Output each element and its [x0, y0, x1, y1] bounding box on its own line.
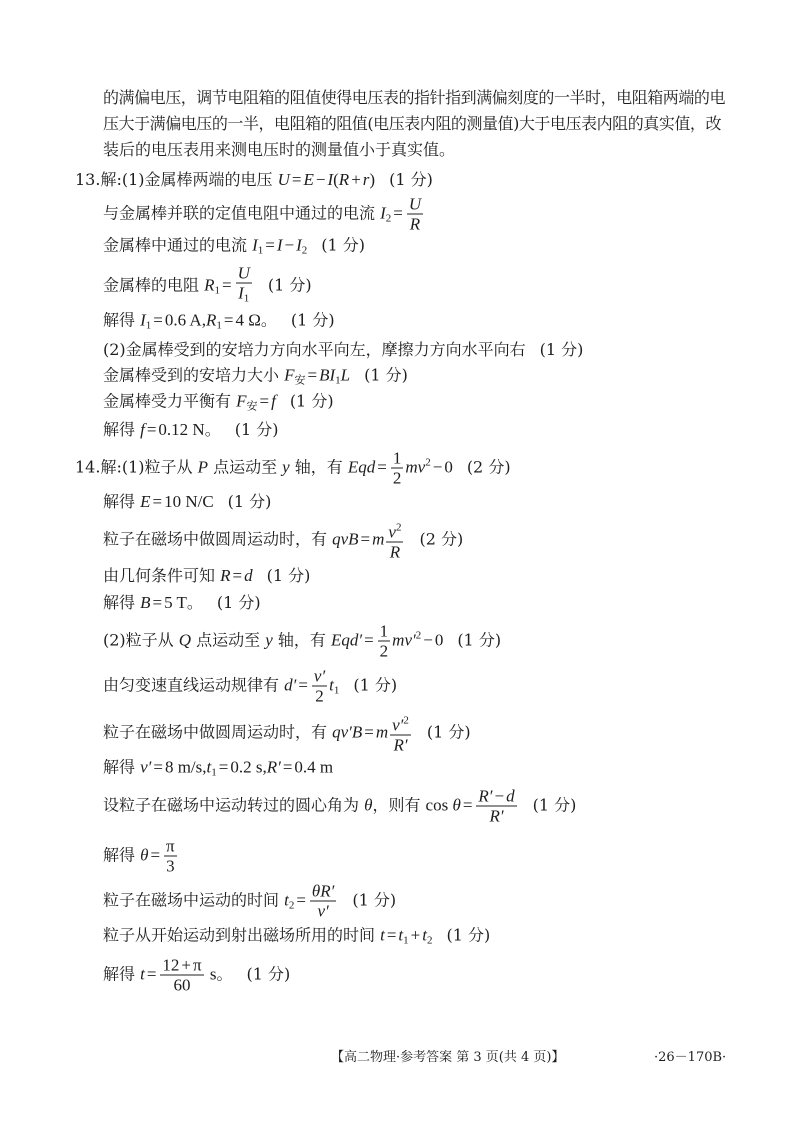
math-variable: qv′B: [332, 722, 363, 742]
math-variable: Q: [178, 630, 192, 650]
math-operator: =: [259, 391, 270, 411]
text-run: 由匀变速直线运动规律有: [103, 675, 285, 695]
fraction-denominator: [378, 642, 391, 660]
text-run: 压大于满偏电压的一半，电阻箱的阻值(电压表内阻的测量值)大于电压表内阻的真实值，改: [103, 114, 722, 133]
math-variable: E: [140, 492, 151, 511]
text-run: 解得: [103, 593, 141, 612]
math-operator: +: [351, 170, 361, 189]
subscript: 2: [288, 899, 295, 912]
fraction-numerator: [391, 450, 404, 469]
math-variable: U: [237, 263, 250, 283]
math-text: s: [205, 964, 217, 984]
score-note: (1 分): [321, 235, 366, 255]
math-variable: P: [197, 457, 208, 477]
text-run: 点运动至: [191, 630, 266, 650]
fraction: [164, 838, 177, 875]
fraction: [310, 883, 336, 920]
text-run: 装后的电压表用来测电压时的测量值小于真实值。: [103, 140, 456, 159]
math-variable: d′: [284, 675, 297, 695]
q13-line-7: [103, 365, 408, 392]
fraction-denominator: [407, 215, 423, 233]
math-operator: −: [315, 170, 326, 189]
math-variable: f: [140, 420, 145, 439]
score-note: (1 分): [216, 593, 261, 612]
fraction-numerator: [386, 520, 403, 543]
text-run: 金属棒的电阻: [103, 275, 205, 295]
q14-line-5: [103, 592, 261, 614]
score-note: (1 分): [446, 925, 491, 945]
superscript: 2: [395, 521, 402, 534]
math-operator: =: [146, 964, 157, 984]
prev-answer-line-2: [103, 113, 721, 135]
text-run: 金属棒受力平衡有: [103, 391, 237, 411]
subscript: 1: [216, 319, 222, 332]
math-operator: =: [152, 593, 163, 612]
q14-line-7: [103, 668, 397, 705]
text-run: 轴，有: [272, 630, 331, 650]
fraction-denominator: [476, 807, 516, 825]
math-text: 1: [379, 621, 389, 641]
text-run: (2)金属棒受到的安培力方向水平向左，摩擦力方向水平向右: [103, 340, 526, 359]
prev-answer-line-3: [103, 139, 455, 161]
math-variable: θ: [364, 795, 373, 815]
math-text: π: [166, 836, 175, 856]
math-operator: −: [284, 235, 295, 255]
math-variable: L: [340, 365, 351, 385]
text-run: 轴，有: [289, 457, 348, 477]
text-run: 粒子从开始运动到射出磁场所用的时间: [103, 925, 381, 945]
score-note: (1 分): [267, 275, 312, 295]
fraction: [378, 623, 391, 660]
math-operator: =: [218, 757, 229, 777]
fraction: [236, 265, 252, 308]
superscript: 2: [415, 629, 422, 642]
superscript: 2: [403, 714, 409, 727]
math-variable: R: [338, 170, 350, 189]
math-variable: t: [140, 964, 145, 984]
subscript: 1: [257, 244, 264, 257]
math-text: ): [369, 170, 376, 189]
text-run: 。: [216, 964, 233, 984]
math-operator: +: [181, 955, 192, 975]
score-note: (1 分): [426, 722, 471, 742]
fraction: [391, 450, 404, 487]
math-operator: −: [423, 630, 433, 650]
fraction: [476, 788, 516, 825]
math-variable: mv: [405, 457, 426, 477]
math-variable: I: [252, 235, 258, 255]
math-variable: mv′: [392, 630, 416, 650]
math-operator: =: [153, 310, 163, 330]
math-operator: =: [282, 757, 293, 777]
text-run: 与金属棒并联的定值电阻中通过的电流: [103, 203, 381, 223]
text-run: 。: [186, 593, 203, 612]
text-run: ，则有: [372, 795, 426, 815]
score-note: (1 分): [389, 170, 433, 189]
math-variable: f: [271, 391, 276, 411]
math-operator: =: [153, 757, 163, 777]
math-variable: R: [204, 275, 215, 295]
text-run: 金属棒中通过的电流: [103, 235, 253, 255]
math-operator: =: [307, 365, 318, 385]
fraction-numerator: [378, 623, 391, 642]
fraction-denominator: [160, 976, 203, 994]
fraction-denominator: [310, 902, 336, 920]
fraction-numerator: [160, 957, 203, 976]
math-operator: =: [393, 203, 403, 223]
math-variable: R′: [393, 735, 408, 755]
fraction-denominator: [386, 543, 403, 561]
math-text: 0.4 m: [294, 757, 334, 777]
math-operator: =: [146, 420, 157, 439]
fraction-numerator: [236, 265, 252, 284]
math-operator: =: [377, 457, 387, 477]
math-variable: Eqd′: [330, 630, 363, 650]
math-operator: =: [150, 845, 161, 865]
math-variable: t: [422, 925, 427, 945]
math-variable: U: [277, 170, 290, 189]
text-run: 点运动至: [207, 457, 283, 477]
math-text: 1: [392, 448, 402, 468]
score-note: (2 分): [419, 529, 464, 549]
math-text: 0.2 s,: [230, 757, 267, 777]
text-run: 解得: [103, 310, 141, 330]
math-variable: d: [506, 786, 515, 806]
math-variable: m: [372, 529, 385, 549]
math-text: 2: [392, 468, 402, 488]
math-text: 10 N/C: [164, 492, 214, 511]
math-text: 5 T: [164, 593, 187, 612]
math-variable: t: [284, 890, 289, 910]
fraction: [407, 196, 423, 233]
score-note: (1 分): [227, 492, 272, 511]
q14-line-14: [103, 957, 290, 994]
score-note: (1 分): [353, 675, 398, 695]
math-operator: =: [232, 566, 243, 585]
fraction: [390, 713, 411, 754]
q14-heading-line: [75, 450, 511, 487]
math-text: (: [333, 170, 339, 189]
math-variable: v′: [140, 757, 152, 777]
text-run: 解得: [103, 492, 141, 511]
subscript: 1: [335, 374, 341, 387]
math-operator: =: [265, 235, 275, 255]
q14-line-8: [103, 713, 471, 754]
q14-line-12: [103, 883, 396, 920]
math-operator: +: [410, 925, 421, 945]
score-note: (1 分): [246, 964, 291, 984]
fraction-numerator: [312, 668, 327, 687]
math-variable: d: [244, 566, 253, 585]
q14-line-10: [103, 788, 576, 825]
q13-line-6: [103, 339, 583, 361]
math-text: 2: [315, 686, 324, 706]
subscript: 1: [211, 766, 217, 779]
math-variable: I: [276, 235, 283, 255]
q14-line-9: [103, 757, 333, 784]
math-variable: Eqd: [347, 457, 376, 477]
math-variable: R′: [478, 786, 493, 806]
math-variable: v: [388, 522, 396, 542]
fraction-numerator: [476, 788, 516, 807]
math-variable: F: [236, 391, 247, 411]
math-variable: B: [140, 593, 151, 612]
math-variable: E: [303, 170, 314, 189]
footer-code: ·26－170B·: [654, 1050, 727, 1065]
math-operator: −: [432, 457, 443, 477]
text-run: 粒子在磁场中做圆周运动时，有: [103, 722, 333, 742]
q14-line-11: [103, 838, 179, 875]
score-note: (1 分): [352, 890, 397, 910]
math-variable: I: [327, 170, 334, 189]
q13-line-2: [103, 196, 425, 233]
math-variable: v′: [313, 666, 326, 686]
math-text: 8 m/s,: [164, 757, 207, 777]
text-run: 解得: [103, 964, 141, 984]
math-variable: U: [408, 194, 422, 214]
q13-line-3: [103, 235, 365, 262]
math-variable: R: [409, 214, 421, 234]
math-operator: =: [221, 275, 232, 295]
math-text: 0.6 A,: [164, 310, 206, 330]
text-run: 设粒子在磁场中运动转过的圆心角为: [103, 795, 365, 815]
fraction-denominator: [164, 857, 177, 875]
text-run: 。: [260, 310, 277, 330]
math-operator: =: [386, 925, 397, 945]
subscript: 1: [333, 684, 340, 697]
text-run: 金属棒受到的安培力大小: [103, 365, 285, 385]
math-variable: R: [220, 566, 231, 585]
math-text: 0.12 N: [158, 420, 205, 439]
math-text: cos: [425, 795, 453, 815]
q13-heading-line: [75, 169, 433, 191]
score-note: (1 分): [364, 365, 408, 385]
footer-title: 【高二物理·参考答案 第 3 页(共 4 页)】: [331, 1050, 565, 1065]
subscript: 安: [294, 374, 306, 387]
text-run: 解得: [103, 757, 141, 777]
score-note: (1 分): [266, 566, 311, 585]
math-operator: =: [360, 529, 371, 549]
q13-line-9: [103, 419, 278, 441]
math-text: 60: [173, 975, 191, 995]
math-variable: F: [284, 365, 295, 385]
subscript: 2: [301, 244, 308, 257]
math-operator: =: [364, 630, 374, 650]
fraction: [160, 957, 203, 994]
math-variable: BI: [319, 365, 336, 385]
subscript: 1: [403, 934, 409, 947]
math-text: 12: [162, 955, 180, 975]
math-variable: t: [329, 675, 334, 695]
text-run: 粒子在磁场中运动的时间: [103, 890, 285, 910]
fraction: [312, 668, 327, 705]
q13-line-5: [103, 310, 335, 337]
subscript: 2: [385, 212, 392, 225]
math-variable: R: [205, 310, 217, 330]
math-variable: R′: [489, 806, 504, 826]
math-text: 2: [379, 641, 389, 661]
text-run: (2)粒子从: [103, 630, 179, 650]
math-operator: −: [494, 786, 505, 806]
math-variable: θ: [140, 845, 149, 865]
math-operator: =: [298, 675, 308, 695]
q14-line-4: [103, 565, 310, 587]
math-variable: R: [389, 542, 401, 562]
q14-line-3: [103, 520, 463, 561]
fraction-denominator: [312, 687, 327, 705]
fraction-numerator: [407, 196, 423, 215]
math-variable: t: [206, 757, 212, 777]
fraction-numerator: [310, 883, 336, 902]
q14-line-6: [103, 623, 501, 660]
math-variable: I: [140, 310, 146, 330]
math-variable: I: [296, 235, 302, 255]
subscript: 1: [145, 319, 152, 332]
math-variable: R′: [266, 757, 281, 777]
q14-line-13: [103, 925, 490, 952]
score-note: (1 分): [289, 391, 334, 411]
math-text: 0: [444, 457, 453, 477]
fraction-numerator: [390, 713, 411, 736]
math-variable: I: [238, 283, 244, 303]
q13-line-4: [103, 265, 312, 308]
math-variable: t: [380, 925, 385, 945]
fraction-denominator: [236, 284, 252, 308]
subscript: 1: [214, 284, 220, 297]
score-note: (1 分): [234, 420, 279, 439]
score-note: (2 分): [466, 457, 511, 477]
math-operator: =: [462, 795, 473, 815]
fraction-denominator: [390, 736, 411, 754]
text-run: 由几何条件可知: [103, 566, 221, 585]
text-run: 解得: [103, 420, 141, 439]
math-operator: =: [296, 890, 306, 910]
fraction-numerator: [164, 838, 177, 857]
math-text: 3: [166, 856, 175, 876]
math-operator: =: [364, 722, 374, 742]
score-note: (1 分): [539, 340, 584, 359]
math-variable: I: [380, 203, 386, 223]
subscript: 2: [426, 934, 433, 947]
math-operator: =: [223, 310, 234, 330]
math-operator: =: [291, 170, 302, 189]
q13-line-8: [103, 391, 334, 418]
fraction-denominator: [391, 469, 404, 487]
math-text: 0: [434, 630, 444, 650]
math-variable: y: [265, 630, 273, 650]
text-run: 解得: [103, 845, 141, 865]
score-note: (1 分): [290, 310, 335, 330]
math-variable: v′: [392, 715, 404, 735]
prev-answer-line-1: [103, 87, 725, 109]
text-run: 的满偏电压，调节电阻箱的阻值使得电压表的指针指到满偏刻度的一半时，电阻箱两端的电: [103, 88, 726, 107]
math-variable: t: [398, 925, 404, 945]
math-operator: =: [152, 492, 163, 511]
score-note: (1 分): [457, 630, 502, 650]
math-variable: m: [375, 722, 389, 742]
q14-line-2: [103, 491, 271, 513]
math-variable: θR′: [311, 881, 335, 901]
math-variable: qvB: [332, 529, 359, 549]
subscript: 安: [246, 400, 258, 413]
math-variable: r: [362, 170, 370, 189]
math-text: 4 Ω: [235, 310, 261, 330]
fraction: [386, 520, 403, 561]
math-variable: y: [282, 457, 290, 477]
text-run: 14.解:(1)粒子从: [75, 457, 198, 477]
text-run: 粒子在磁场中做圆周运动时，有: [103, 529, 333, 549]
text-run: 。: [204, 420, 221, 439]
math-text: π: [193, 955, 202, 975]
math-variable: v′: [317, 901, 329, 921]
superscript: 2: [425, 456, 431, 469]
math-variable: θ: [452, 795, 461, 815]
score-note: (1 分): [532, 795, 577, 815]
text-run: 13.解:(1)金属棒两端的电压: [75, 170, 278, 189]
subscript: 1: [243, 292, 250, 305]
